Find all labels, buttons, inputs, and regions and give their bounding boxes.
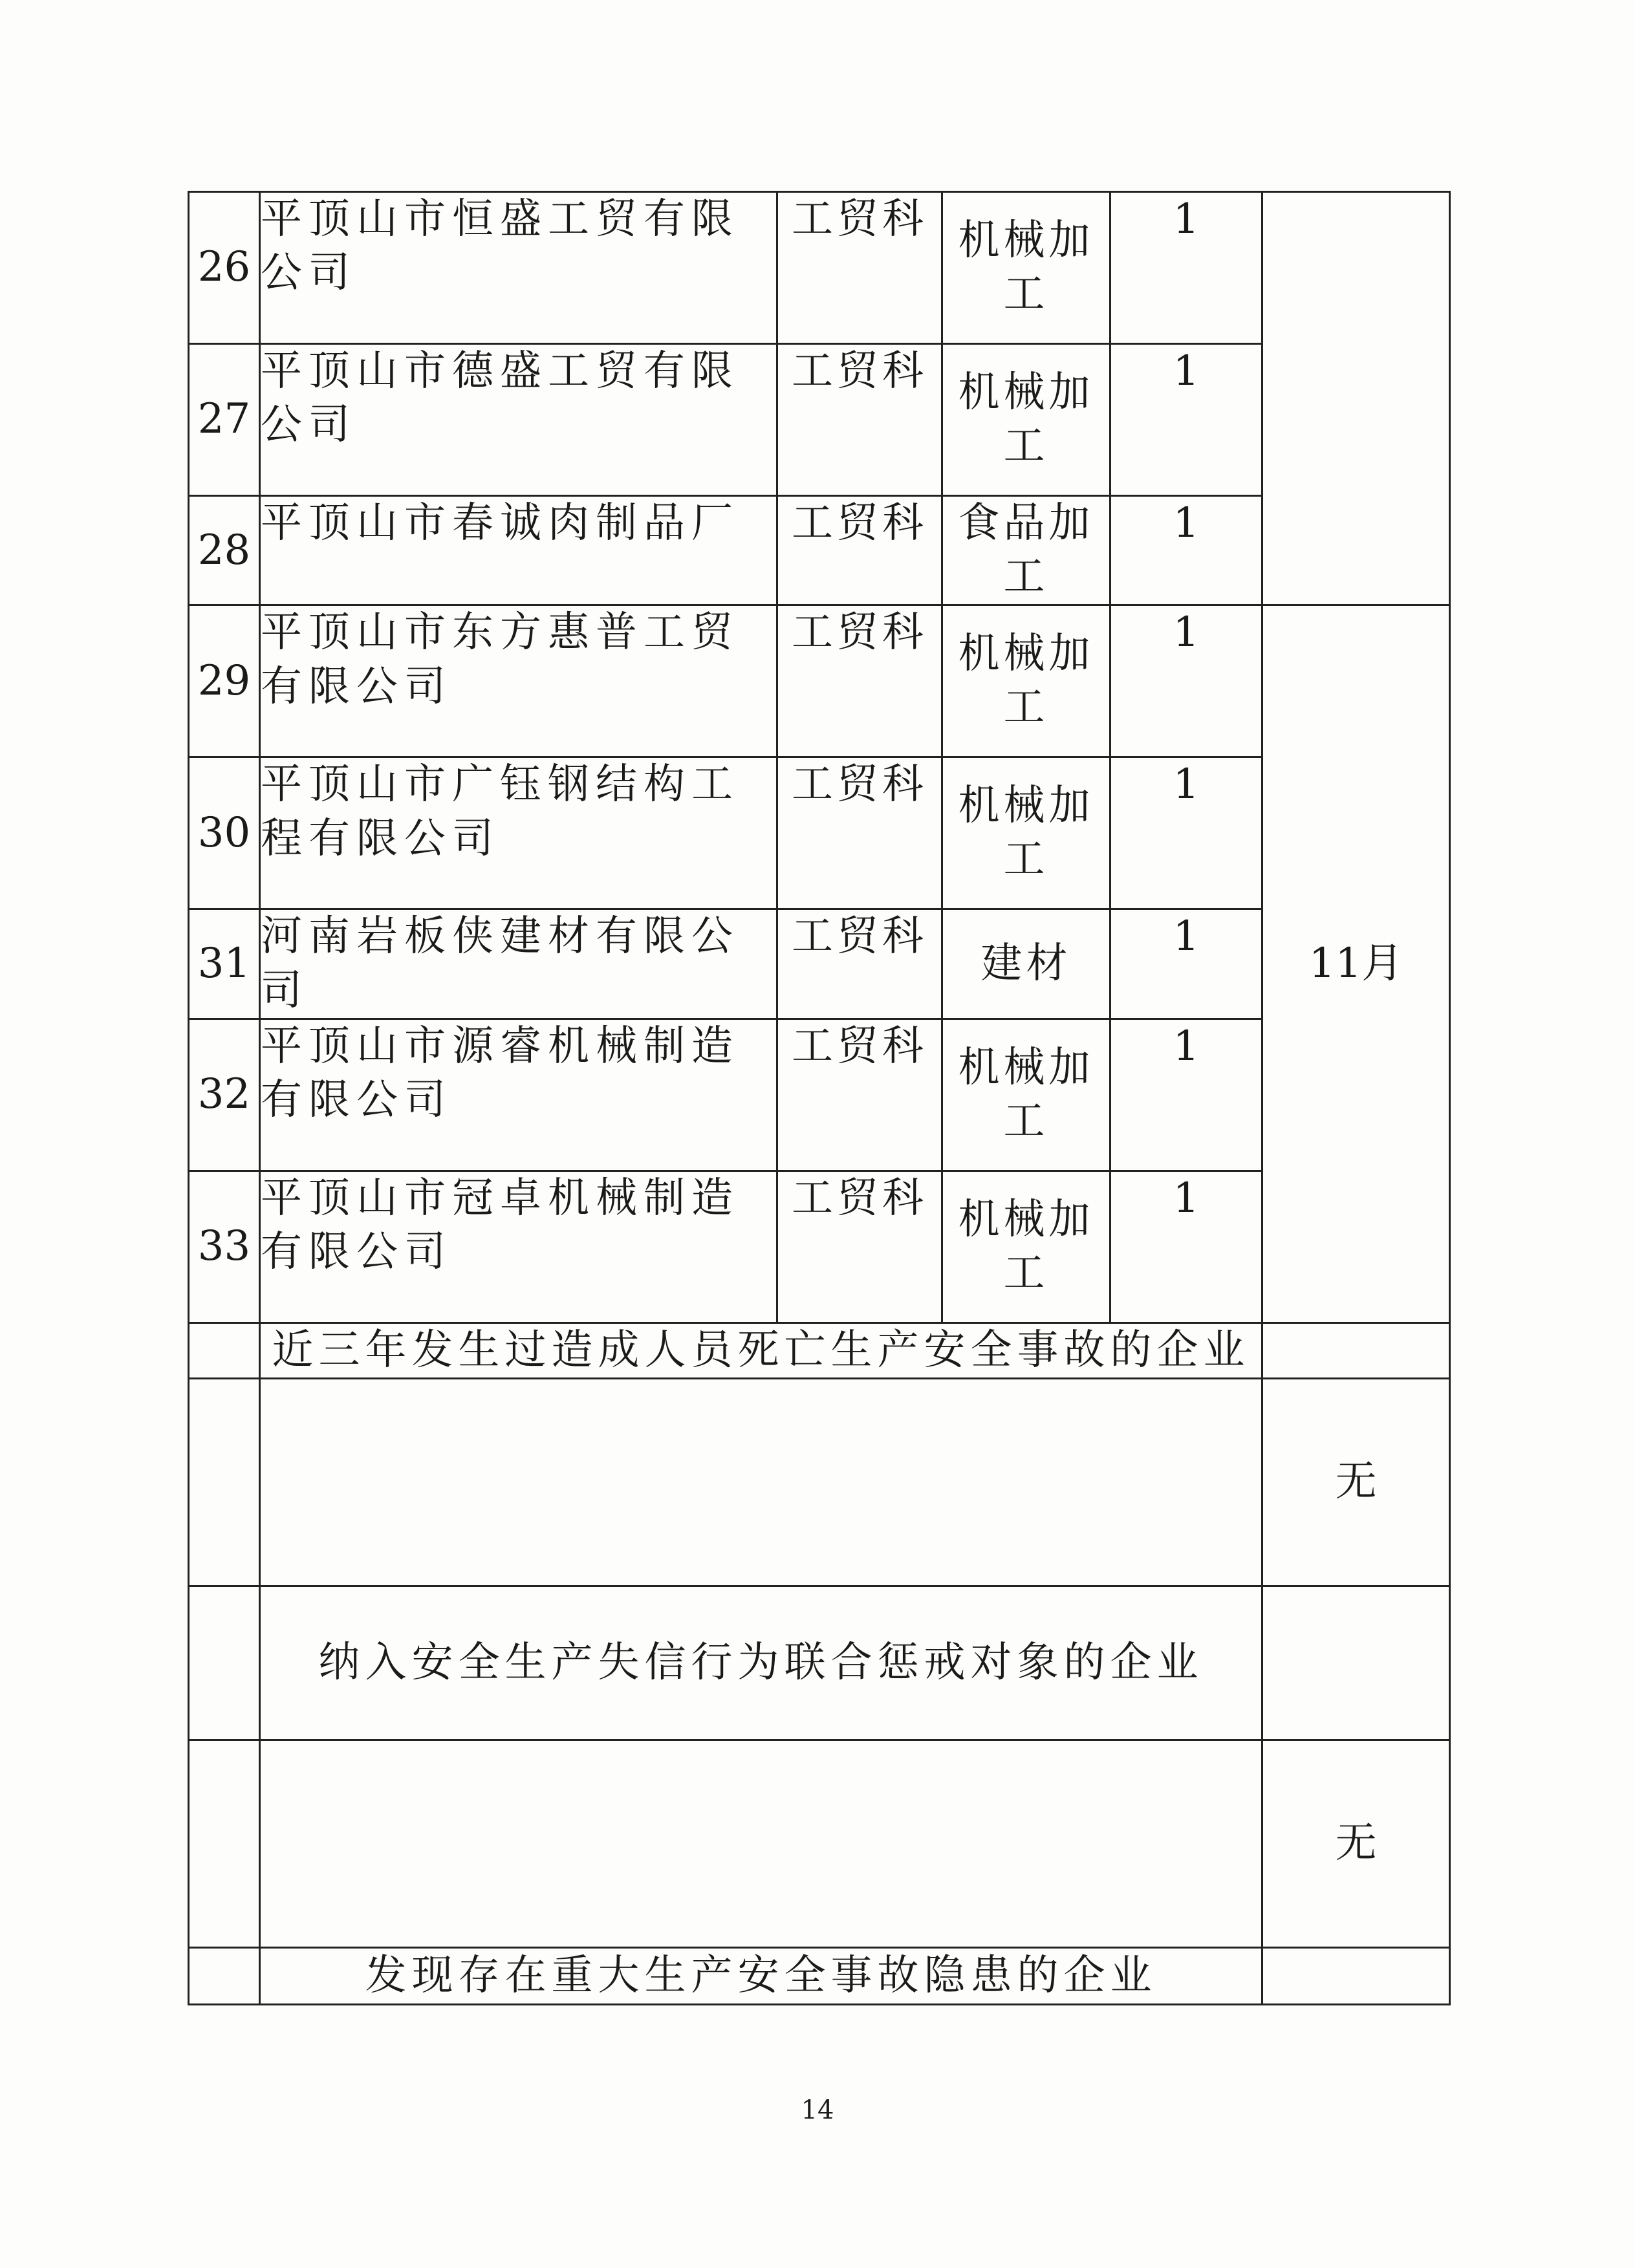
table-row <box>189 1171 1450 1323</box>
row-number: 29 <box>189 605 260 757</box>
industry: 机械加工 <box>942 757 1110 909</box>
page-number: 14 <box>801 2095 834 2125</box>
row-number: 30 <box>189 757 260 909</box>
section-row <box>189 1586 1450 1740</box>
enterprise-name: 平顶山市恒盛工贸有限公司 <box>260 192 777 344</box>
enterprise-name: 平顶山市源睿机械制造有限公司 <box>260 1019 777 1171</box>
section-blank-cell <box>189 1323 260 1378</box>
enterprise-name: 平顶山市德盛工贸有限公司 <box>260 344 777 496</box>
enterprise-name: 平顶山市广钰钢结构工程有限公司 <box>260 757 777 909</box>
count: 1 <box>1110 344 1262 496</box>
count: 1 <box>1110 909 1262 1019</box>
industry: 建材 <box>942 909 1110 1019</box>
row-number: 26 <box>189 192 260 344</box>
count: 1 <box>1110 605 1262 757</box>
section-blank-cell <box>189 1947 260 2004</box>
section-blank-cell <box>189 1740 260 1947</box>
department: 工贸科 <box>777 757 942 909</box>
department: 工贸科 <box>777 1171 942 1323</box>
enterprise-name: 河南岩板侠建材有限公司 <box>260 909 777 1019</box>
department: 工贸科 <box>777 496 942 605</box>
department: 工贸科 <box>777 192 942 344</box>
count: 1 <box>1110 757 1262 909</box>
enterprise-name: 平顶山市春诚肉制品厂 <box>260 496 777 605</box>
table-row <box>189 344 1450 496</box>
department: 工贸科 <box>777 605 942 757</box>
section-blank-cell <box>1262 1947 1450 2004</box>
count: 1 <box>1110 1171 1262 1323</box>
table-row <box>189 757 1450 909</box>
schedule-month: 11月 <box>1262 605 1450 1323</box>
section-blank-cell <box>189 1586 260 1740</box>
industry: 机械加工 <box>942 1019 1110 1171</box>
department: 工贸科 <box>777 1019 942 1171</box>
table-row <box>189 909 1450 1019</box>
section-blank-cell <box>260 1740 1262 1947</box>
industry: 机械加工 <box>942 344 1110 496</box>
section-row <box>189 1323 1450 1378</box>
section-value-fatal: 无 <box>1262 1378 1450 1586</box>
enterprise-table <box>188 191 1451 2005</box>
row-number: 31 <box>189 909 260 1019</box>
section-row <box>189 1740 1450 1947</box>
row-number: 33 <box>189 1171 260 1323</box>
count: 1 <box>1110 496 1262 605</box>
row-number: 28 <box>189 496 260 605</box>
section-blank-cell <box>1262 1323 1450 1378</box>
schedule-cell-empty <box>1262 192 1450 605</box>
section-title-credit: 纳入安全生产失信行为联合惩戒对象的企业 <box>260 1586 1262 1740</box>
section-row <box>189 1378 1450 1586</box>
row-number: 27 <box>189 344 260 496</box>
section-value-credit: 无 <box>1262 1740 1450 1947</box>
count: 1 <box>1110 1019 1262 1171</box>
department: 工贸科 <box>777 344 942 496</box>
industry: 机械加工 <box>942 192 1110 344</box>
section-row <box>189 1947 1450 2004</box>
industry: 食品加工 <box>942 496 1110 605</box>
industry: 机械加工 <box>942 605 1110 757</box>
enterprise-name: 平顶山市东方惠普工贸有限公司 <box>260 605 777 757</box>
row-number: 32 <box>189 1019 260 1171</box>
table-row <box>189 496 1450 605</box>
count: 1 <box>1110 192 1262 344</box>
section-title-fatal: 近三年发生过造成人员死亡生产安全事故的企业 <box>260 1323 1262 1378</box>
department: 工贸科 <box>777 909 942 1019</box>
enterprise-name: 平顶山市冠卓机械制造有限公司 <box>260 1171 777 1323</box>
section-blank-cell <box>189 1378 260 1586</box>
section-title-hazard: 发现存在重大生产安全事故隐患的企业 <box>260 1947 1262 2004</box>
section-blank-cell <box>1262 1586 1450 1740</box>
table-row <box>189 192 1450 344</box>
industry: 机械加工 <box>942 1171 1110 1323</box>
section-blank-cell <box>260 1378 1262 1586</box>
table-row <box>189 605 1450 757</box>
table-row <box>189 1019 1450 1171</box>
